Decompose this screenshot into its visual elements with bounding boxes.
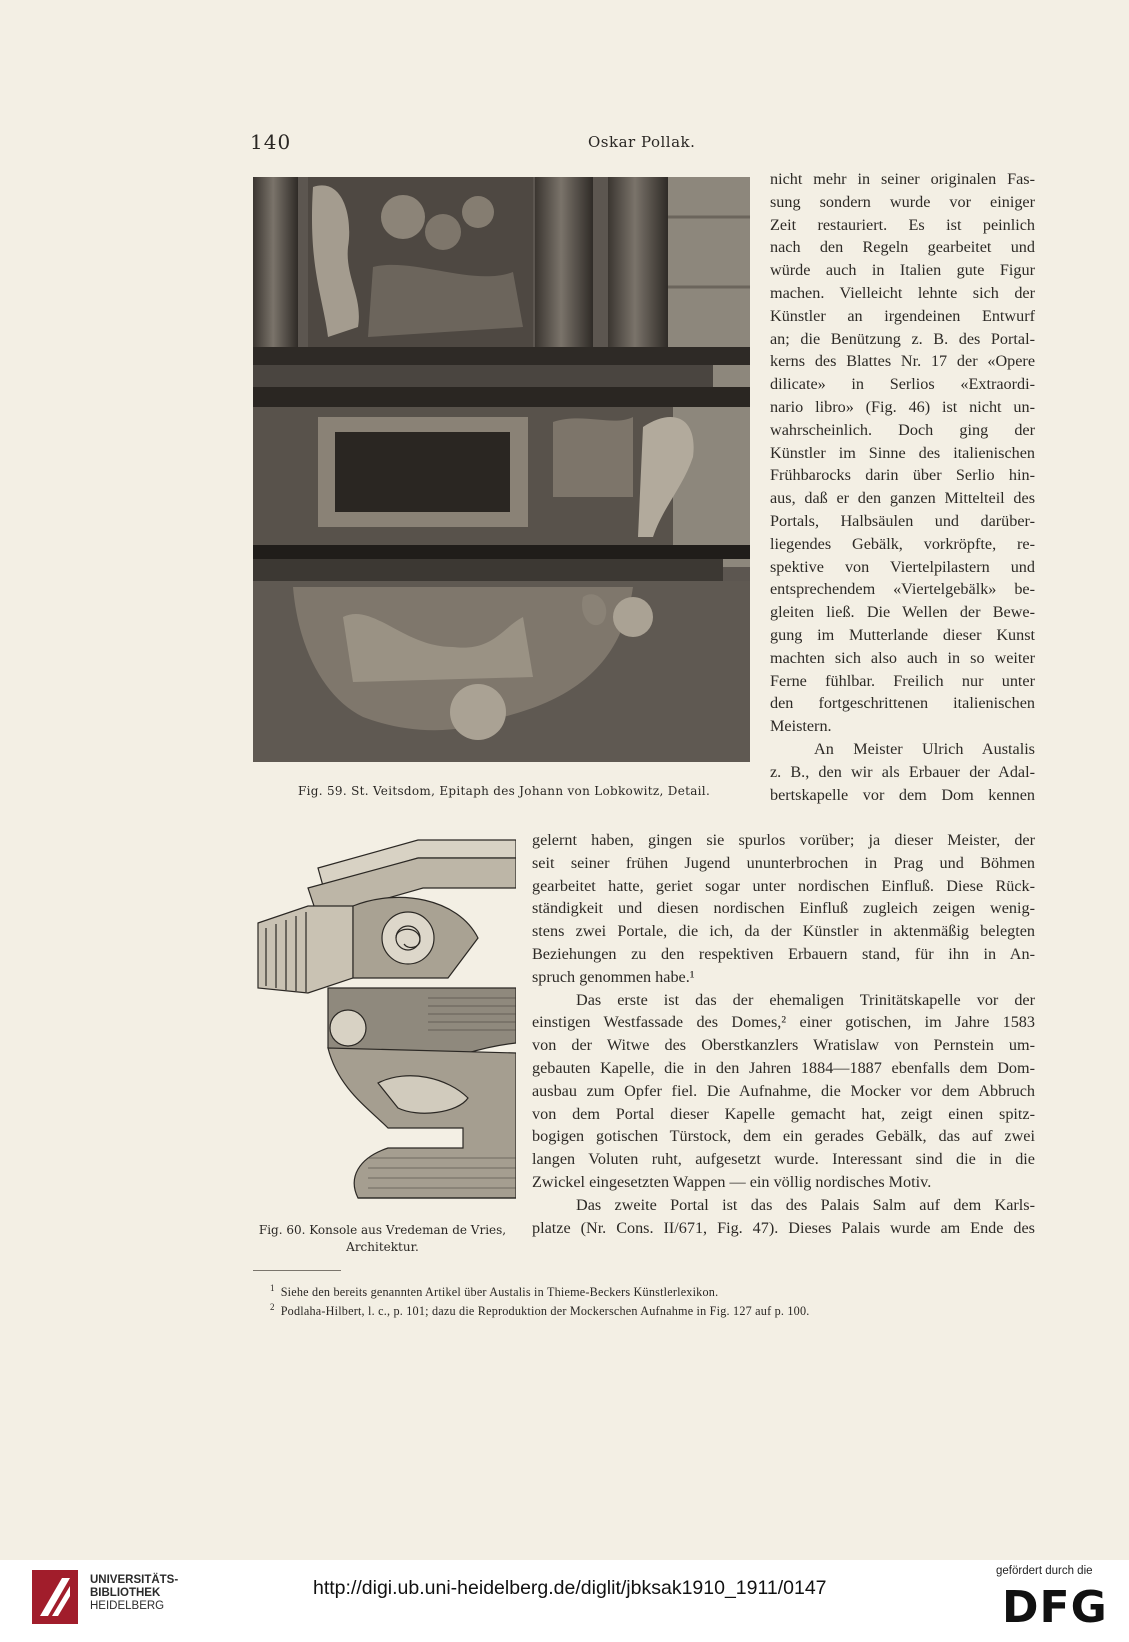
figure-59-photo <box>253 177 750 762</box>
funding-label: gefördert durch die <box>996 1565 1093 1577</box>
text-line: den fortgeschrittenen italienischen <box>770 694 1035 713</box>
wide-column-text <box>532 829 1035 1239</box>
footnote-text: Siehe den bereits genannten Artikel über Austalis in Thieme-Beckers Künstlerlexikon. <box>280 1285 719 1300</box>
text-line: Beziehungen zu den respektiven Erbauern stand, für ihn in An- <box>532 944 1035 963</box>
library-name-line-3: HEIDELBERG <box>90 1600 165 1612</box>
figure-60-engraving <box>248 828 516 1206</box>
footnote-text: Podlaha-Hilbert, l. c., p. 101; dazu die Reproduktion der Mockerschen Aufnahme in Fig. 127 auf p. 100. <box>280 1304 810 1319</box>
text-line: An Meister Ulrich Austalis <box>814 739 1035 758</box>
text-line: machen. Vielleicht lehnte sich der <box>770 283 1035 302</box>
footnote-mark: 2 <box>270 1302 275 1312</box>
text-line: sung sondern wurde vor einiger <box>770 192 1035 211</box>
page-number: 140 <box>250 130 292 154</box>
figure-59-caption: Fig. 59. St. Veitsdom, Epitaph des Johann von Lobkowitz, Detail. <box>298 784 711 798</box>
footnote-1 <box>270 1283 718 1300</box>
text-line: gebauten Kapelle, die in den Jahren 1884—1887 ebenfalls dem Dom- <box>532 1058 1035 1077</box>
text-line: gung im Mutterlande dieser Kunst <box>770 625 1035 644</box>
text-line: langen Voluten ruht, aufgesetzt wurde. Interessant sind die in die <box>532 1150 1035 1169</box>
text-line: nicht mehr in seiner originalen Fas- <box>770 170 1035 188</box>
text-line: gleiten ließ. Die Wellen der Bewe- <box>770 603 1035 622</box>
text-line: ständigkeit und diesen nordischen Einfluß zugleich zeigen wenig- <box>532 899 1035 918</box>
text-line: stens zwei Portale, die ich, da der Künstler in aktenmäßig belegten <box>532 922 1035 941</box>
text-line: aus, daß er den ganzen Mittelteil des <box>770 489 1035 508</box>
text-line: ausbau zum Opfer fiel. Die Aufnahme, die Mocker vor dem Abbruch <box>532 1081 1035 1100</box>
text-line: entsprechendem «Viertelgebälk» be- <box>770 580 1035 599</box>
text-line: seit seiner frühen Jugend ununterbrochen in Prag und Böhmen <box>532 853 1035 872</box>
text-line: spektive von Viertelpilastern und <box>770 557 1035 576</box>
text-line: spruch genommen habe.¹ <box>532 967 695 986</box>
figure-60-caption <box>240 1222 525 1256</box>
text-line: kerns des Blattes Nr. 17 der «Opere <box>770 352 1035 371</box>
text-line: Künstler an irgendeinen Entwurf <box>770 306 1035 325</box>
text-line: gearbeitet hatte, geriet sogar unter nordischen Einfluß. Diese Rück- <box>532 876 1035 895</box>
library-name-line-1: UNIVERSITÄTS- <box>90 1574 179 1586</box>
text-line: nario libro» (Fig. 46) ist nicht un- <box>770 397 1035 416</box>
figure-60-caption-line-1: Fig. 60. Konsole aus Vredeman de Vries, <box>258 1223 507 1237</box>
footnote-mark: 1 <box>270 1283 275 1293</box>
text-line: Das zweite Portal ist das des Palais Salm auf dem Karls- <box>576 1195 1035 1214</box>
text-line: Zeit restauriert. Es ist peinlich <box>770 215 1035 234</box>
right-column-text <box>770 168 1035 806</box>
library-name-line-2: BIBLIOTHEK <box>90 1587 161 1599</box>
text-line: an; die Benützung z. B. des Portal- <box>770 329 1035 348</box>
text-line: würde auch in Italien gute Figur <box>770 261 1035 280</box>
dfg-logo: DFG <box>1002 1582 1108 1633</box>
text-line: nach den Regeln gearbeitet und <box>770 238 1035 257</box>
text-line: von dem Portal dieser Kapelle gemacht hat, zeigt einen spitz- <box>532 1104 1035 1123</box>
text-line: Portals, Halbsäulen und darüber- <box>770 511 1035 530</box>
text-line: einstigen Westfassade des Domes,² einer gotischen, im Jahre 1583 <box>532 1013 1035 1032</box>
text-line: Künstler im Sinne des italienischen <box>770 443 1035 462</box>
text-line: machten sich also auch in so weiter <box>770 648 1035 667</box>
text-line: Zwickel eingesetzten Wappen — ein völlig nordisches Motiv. <box>532 1172 932 1191</box>
library-name <box>90 1574 178 1613</box>
text-line: z. B., den wir als Erbauer der Adal- <box>770 762 1035 781</box>
footnote-2 <box>270 1302 809 1319</box>
figure-60-caption-line-2: Architektur. <box>346 1240 419 1254</box>
text-line: gelernt haben, gingen sie spurlos vorüber; ja dieser Meister, der <box>532 831 1035 849</box>
text-line: wahrscheinlich. Doch ging der <box>770 420 1035 439</box>
text-line: Meistern. <box>770 717 832 736</box>
text-line: platze (Nr. Cons. II/671, Fig. 47). Dieses Palais wurde am Ende des <box>532 1218 1035 1237</box>
text-line: von der Witwe des Oberstkanzlers Wratislaw von Pernstein um- <box>532 1036 1035 1055</box>
footnote-divider <box>253 1270 341 1271</box>
text-line: Ferne fühlbar. Freilich nur unter <box>770 671 1035 690</box>
text-line: Das erste ist das der ehemaligen Trinitätskapelle vor der <box>576 990 1035 1009</box>
text-line: bertskapelle vor dem Dom kennen <box>770 785 1035 804</box>
text-line: Frühbarocks darin über Serlio hin- <box>770 466 1035 485</box>
university-library-logo-icon <box>32 1570 78 1624</box>
text-line: dilicate» in Serlios «Extraordi- <box>770 375 1035 394</box>
running-head-author: Oskar Pollak. <box>588 133 696 151</box>
text-line: liegendes Gebälk, vorkröpfte, re- <box>770 534 1035 553</box>
text-line: bogigen gotischen Türstock, dem ein gerades Gebälk, das auf zwei <box>532 1127 1035 1146</box>
permalink-url[interactable]: http://digi.ub.uni-heidelberg.de/diglit/jbksak1910_1911/0147 <box>313 1577 827 1599</box>
